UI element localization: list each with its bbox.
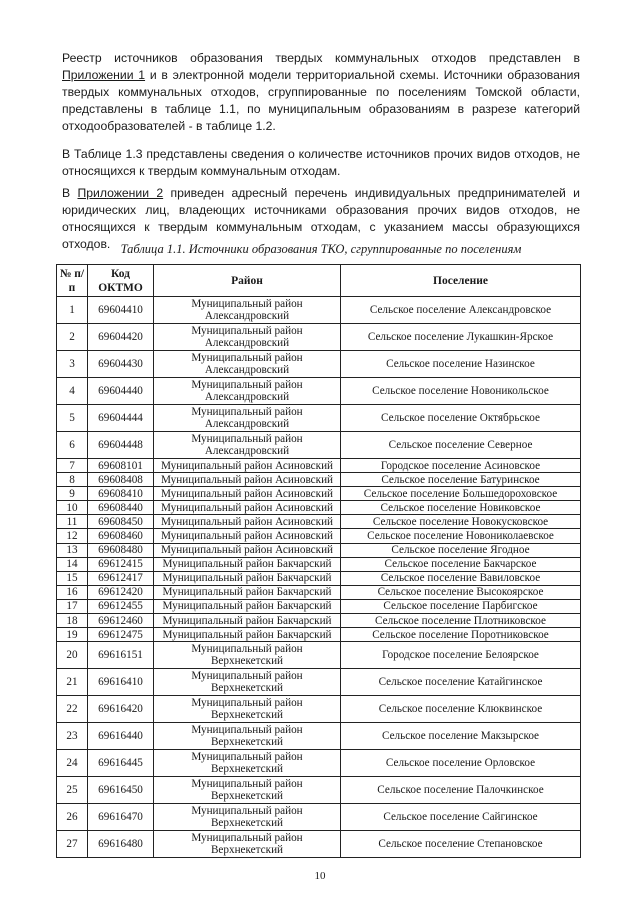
cell-settlement: Сельское поселение Высокоярское <box>341 585 581 599</box>
cell-district: Муниципальный район Александровский <box>154 432 341 459</box>
cell-district: Муниципальный район Бакчарский <box>154 628 341 642</box>
cell-settlement: Городское поселение Белоярское <box>341 642 581 669</box>
cell-settlement: Сельское поселение Сайгинское <box>341 804 581 831</box>
table-caption: Таблица 1.1. Источники образования ТКО, сгруппированные по поселениям <box>120 242 522 256</box>
cell-oktmo: 69616470 <box>88 804 154 831</box>
cell-district: Муниципальный район Верхнекетский <box>154 696 341 723</box>
cell-settlement: Сельское поселение Плотниковское <box>341 614 581 628</box>
cell-district: Муниципальный район Александровский <box>154 351 341 378</box>
cell-number: 11 <box>57 515 88 529</box>
table-row <box>57 571 581 585</box>
cell-oktmo: 69616450 <box>88 777 154 804</box>
table-row <box>57 696 581 723</box>
cell-district: Муниципальный район Александровский <box>154 297 341 324</box>
cell-oktmo: 69604440 <box>88 378 154 405</box>
cell-settlement: Сельское поселение Клюквинское <box>341 696 581 723</box>
cell-district: Муниципальный район Александровский <box>154 324 341 351</box>
table-row <box>57 473 581 487</box>
cell-district: Муниципальный район Асиновский <box>154 487 341 501</box>
header-settlement: Поселение <box>341 265 581 297</box>
table-row <box>57 529 581 543</box>
cell-district: Муниципальный район Верхнекетский <box>154 669 341 696</box>
cell-number: 26 <box>57 804 88 831</box>
appendix-1-link[interactable]: Приложении 1 <box>62 68 146 82</box>
cell-oktmo: 69604430 <box>88 351 154 378</box>
cell-oktmo: 69608410 <box>88 487 154 501</box>
cell-district: Муниципальный район Верхнекетский <box>154 642 341 669</box>
intro-paragraph <box>62 50 580 135</box>
table-row <box>57 723 581 750</box>
cell-settlement: Сельское поселение Орловское <box>341 750 581 777</box>
cell-settlement: Городское поселение Асиновское <box>341 459 581 473</box>
cell-number: 8 <box>57 473 88 487</box>
table-row <box>57 487 581 501</box>
cell-number: 22 <box>57 696 88 723</box>
cell-oktmo: 69608408 <box>88 473 154 487</box>
cell-number: 5 <box>57 405 88 432</box>
appendix-2-text-after: приведен адресный перечень индивидуальных предпринимателей и юридических лиц, владеющих источниками образования прочих видов отходов, не относящихся к твердым коммунальным отходам, с указанием массы образующихся отходов. <box>62 186 580 251</box>
table-row <box>57 804 581 831</box>
cell-settlement: Сельское поселение Бакчарское <box>341 557 581 571</box>
table-row <box>57 599 581 613</box>
cell-oktmo: 69608440 <box>88 501 154 515</box>
cell-settlement: Сельское поселение Степановское <box>341 831 581 858</box>
table-row <box>57 378 581 405</box>
header-district: Район <box>154 265 341 297</box>
cell-settlement: Сельское поселение Новоникольское <box>341 378 581 405</box>
settlements-table <box>56 264 581 858</box>
cell-number: 12 <box>57 529 88 543</box>
cell-oktmo: 69616420 <box>88 696 154 723</box>
cell-settlement: Сельское поселение Октябрьское <box>341 405 581 432</box>
cell-district: Муниципальный район Асиновский <box>154 459 341 473</box>
table-row <box>57 351 581 378</box>
cell-oktmo: 69604420 <box>88 324 154 351</box>
cell-number: 20 <box>57 642 88 669</box>
cell-settlement: Сельское поселение Палочкинское <box>341 777 581 804</box>
cell-district: Муниципальный район Асиновский <box>154 529 341 543</box>
table-row <box>57 515 581 529</box>
cell-number: 15 <box>57 571 88 585</box>
cell-oktmo: 69608450 <box>88 515 154 529</box>
cell-number: 9 <box>57 487 88 501</box>
cell-settlement: Сельское поселение Ягодное <box>341 543 581 557</box>
cell-settlement: Сельское поселение Катайгинское <box>341 669 581 696</box>
table-row <box>57 669 581 696</box>
table-row <box>57 750 581 777</box>
cell-settlement: Сельское поселение Макзырское <box>341 723 581 750</box>
table-row <box>57 501 581 515</box>
cell-number: 23 <box>57 723 88 750</box>
cell-settlement: Сельское поселение Назинское <box>341 351 581 378</box>
table-row <box>57 628 581 642</box>
cell-number: 2 <box>57 324 88 351</box>
table-row <box>57 777 581 804</box>
table-row <box>57 405 581 432</box>
cell-oktmo: 69608480 <box>88 543 154 557</box>
page-number: 10 <box>314 870 326 882</box>
table-row <box>57 557 581 571</box>
table-row <box>57 324 581 351</box>
cell-district: Муниципальный район Верхнекетский <box>154 750 341 777</box>
cell-district: Муниципальный район Верхнекетский <box>154 777 341 804</box>
cell-settlement: Сельское поселение Новокусковское <box>341 515 581 529</box>
cell-number: 24 <box>57 750 88 777</box>
cell-oktmo: 69612420 <box>88 585 154 599</box>
cell-oktmo: 69604444 <box>88 405 154 432</box>
cell-oktmo: 69612417 <box>88 571 154 585</box>
cell-number: 18 <box>57 614 88 628</box>
cell-district: Муниципальный район Бакчарский <box>154 557 341 571</box>
table-row <box>57 432 581 459</box>
cell-settlement: Сельское поселение Северное <box>341 432 581 459</box>
cell-number: 21 <box>57 669 88 696</box>
cell-number: 16 <box>57 585 88 599</box>
cell-number: 3 <box>57 351 88 378</box>
cell-number: 7 <box>57 459 88 473</box>
cell-district: Муниципальный район Бакчарский <box>154 614 341 628</box>
cell-district: Муниципальный район Асиновский <box>154 473 341 487</box>
cell-settlement: Сельское поселение Новониколаевское <box>341 529 581 543</box>
cell-oktmo: 69612455 <box>88 599 154 613</box>
cell-settlement: Сельское поселение Батуринское <box>341 473 581 487</box>
cell-oktmo: 69608101 <box>88 459 154 473</box>
cell-oktmo: 69616480 <box>88 831 154 858</box>
cell-oktmo: 69604448 <box>88 432 154 459</box>
table-1-3-paragraph: В Таблице 1.3 представлены сведения о количестве источников прочих видов отходов, не относящихся к твердым коммунальным отходам. <box>62 147 580 178</box>
appendix-2-text-before: В <box>62 186 78 200</box>
cell-district: Муниципальный район Бакчарский <box>154 585 341 599</box>
cell-number: 4 <box>57 378 88 405</box>
table-row <box>57 642 581 669</box>
cell-number: 1 <box>57 297 88 324</box>
cell-district: Муниципальный район Бакчарский <box>154 571 341 585</box>
cell-oktmo: 69616410 <box>88 669 154 696</box>
cell-number: 10 <box>57 501 88 515</box>
cell-number: 13 <box>57 543 88 557</box>
cell-oktmo: 69612415 <box>88 557 154 571</box>
appendix-2-link[interactable]: Приложении 2 <box>77 186 164 200</box>
cell-settlement: Сельское поселение Поротниковское <box>341 628 581 642</box>
table-header-row <box>57 265 581 297</box>
cell-settlement: Сельское поселение Большедороховское <box>341 487 581 501</box>
cell-district: Муниципальный район Асиновский <box>154 543 341 557</box>
cell-number: 27 <box>57 831 88 858</box>
cell-settlement: Сельское поселение Александровское <box>341 297 581 324</box>
cell-district: Муниципальный район Александровский <box>154 405 341 432</box>
header-oktmo: Код ОКТМО <box>88 265 154 297</box>
table-row <box>57 831 581 858</box>
table-row <box>57 614 581 628</box>
cell-number: 14 <box>57 557 88 571</box>
cell-number: 6 <box>57 432 88 459</box>
table-row <box>57 543 581 557</box>
cell-district: Муниципальный район Асиновский <box>154 501 341 515</box>
cell-number: 25 <box>57 777 88 804</box>
cell-oktmo: 69616440 <box>88 723 154 750</box>
cell-district: Муниципальный район Верхнекетский <box>154 723 341 750</box>
cell-oktmo: 69612460 <box>88 614 154 628</box>
cell-district: Муниципальный район Бакчарский <box>154 599 341 613</box>
cell-oktmo: 69612475 <box>88 628 154 642</box>
cell-district: Муниципальный район Верхнекетский <box>154 804 341 831</box>
intro-text-after: и в электронной модели территориальной схемы. Источники образования твердых коммунальных отходов, сгруппированные по поселениям Томской области, представлены в таблице 1.1, по муниципальным образованиям в разрезе категорий отходообразователей - в таблице 1.2. <box>62 68 580 133</box>
cell-settlement: Сельское поселение Парбигское <box>341 599 581 613</box>
cell-settlement: Сельское поселение Новиковское <box>341 501 581 515</box>
table-row <box>57 585 581 599</box>
cell-settlement: Сельское поселение Лукашкин-Ярское <box>341 324 581 351</box>
cell-settlement: Сельское поселение Вавиловское <box>341 571 581 585</box>
cell-oktmo: 69616151 <box>88 642 154 669</box>
table-row <box>57 297 581 324</box>
intro-text-before: Реестр источников образования твердых коммунальных отходов представлен в <box>62 51 580 65</box>
cell-district: Муниципальный район Асиновский <box>154 515 341 529</box>
header-number: № п/п <box>57 265 88 297</box>
cell-number: 19 <box>57 628 88 642</box>
cell-oktmo: 69608460 <box>88 529 154 543</box>
cell-oktmo: 69616445 <box>88 750 154 777</box>
table-row <box>57 459 581 473</box>
cell-district: Муниципальный район Верхнекетский <box>154 831 341 858</box>
cell-number: 17 <box>57 599 88 613</box>
cell-district: Муниципальный район Александровский <box>154 378 341 405</box>
cell-oktmo: 69604410 <box>88 297 154 324</box>
